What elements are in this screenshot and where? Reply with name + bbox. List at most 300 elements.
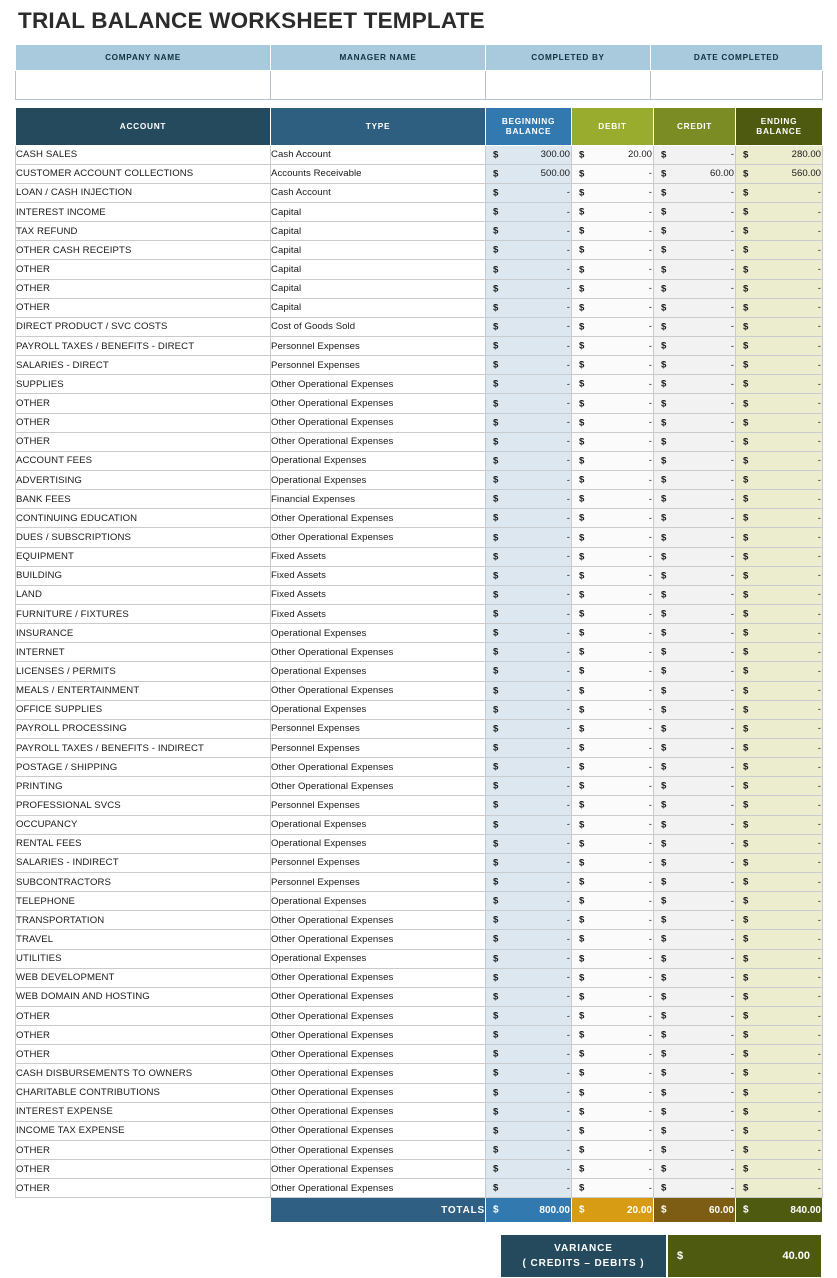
cell-debit[interactable]: [572, 1026, 654, 1045]
cell-debit[interactable]: [572, 949, 654, 968]
cell-type[interactable]: Other Operational Expenses: [271, 1140, 486, 1159]
cell-ending-balance[interactable]: [736, 1140, 823, 1159]
cell-credit[interactable]: [654, 375, 736, 394]
cell-account[interactable]: PAYROLL TAXES / BENEFITS - DIRECT: [16, 337, 271, 356]
cell-beginning-balance[interactable]: [486, 413, 572, 432]
cell-beginning-balance[interactable]: [486, 1102, 572, 1121]
cell-account[interactable]: OTHER: [16, 1160, 271, 1179]
cell-type[interactable]: Other Operational Expenses: [271, 1045, 486, 1064]
cell-type[interactable]: Personnel Expenses: [271, 337, 486, 356]
cell-type[interactable]: Personnel Expenses: [271, 738, 486, 757]
cell-type[interactable]: Operational Expenses: [271, 451, 486, 470]
cell-type[interactable]: Other Operational Expenses: [271, 1026, 486, 1045]
cell-type[interactable]: Cash Account: [271, 145, 486, 164]
cell-ending-balance[interactable]: [736, 719, 823, 738]
cell-credit[interactable]: [654, 930, 736, 949]
cell-account[interactable]: INSURANCE: [16, 624, 271, 643]
cell-ending-balance[interactable]: [736, 853, 823, 872]
cell-debit[interactable]: [572, 853, 654, 872]
cell-beginning-balance[interactable]: [486, 777, 572, 796]
cell-debit[interactable]: [572, 738, 654, 757]
cell-type[interactable]: Operational Expenses: [271, 471, 486, 490]
cell-beginning-balance[interactable]: [486, 547, 572, 566]
cell-ending-balance[interactable]: [736, 203, 823, 222]
cell-credit[interactable]: [654, 203, 736, 222]
cell-type[interactable]: Operational Expenses: [271, 624, 486, 643]
cell-ending-balance[interactable]: [736, 298, 823, 317]
cell-credit[interactable]: [654, 222, 736, 241]
cell-credit[interactable]: [654, 1179, 736, 1198]
cell-debit[interactable]: [572, 432, 654, 451]
cell-beginning-balance[interactable]: [486, 260, 572, 279]
cell-ending-balance[interactable]: [736, 815, 823, 834]
cell-account[interactable]: TRANSPORTATION: [16, 911, 271, 930]
cell-credit[interactable]: [654, 949, 736, 968]
cell-ending-balance[interactable]: [736, 471, 823, 490]
cell-credit[interactable]: [654, 317, 736, 336]
cell-credit[interactable]: [654, 911, 736, 930]
cell-account[interactable]: OTHER: [16, 432, 271, 451]
cell-beginning-balance[interactable]: [486, 298, 572, 317]
cell-account[interactable]: OTHER: [16, 1006, 271, 1025]
cell-ending-balance[interactable]: [736, 432, 823, 451]
cell-debit[interactable]: [572, 987, 654, 1006]
cell-type[interactable]: Financial Expenses: [271, 490, 486, 509]
cell-credit[interactable]: [654, 815, 736, 834]
cell-debit[interactable]: [572, 471, 654, 490]
cell-account[interactable]: OTHER: [16, 260, 271, 279]
cell-debit[interactable]: [572, 968, 654, 987]
cell-beginning-balance[interactable]: [486, 585, 572, 604]
cell-type[interactable]: Fixed Assets: [271, 585, 486, 604]
cell-type[interactable]: Other Operational Expenses: [271, 509, 486, 528]
cell-credit[interactable]: [654, 1045, 736, 1064]
cell-ending-balance[interactable]: [736, 566, 823, 585]
cell-credit[interactable]: [654, 1140, 736, 1159]
cell-beginning-balance[interactable]: [486, 203, 572, 222]
cell-credit[interactable]: [654, 547, 736, 566]
cell-credit[interactable]: [654, 145, 736, 164]
cell-beginning-balance[interactable]: [486, 681, 572, 700]
cell-beginning-balance[interactable]: [486, 222, 572, 241]
cell-type[interactable]: Personnel Expenses: [271, 872, 486, 891]
cell-debit[interactable]: [572, 700, 654, 719]
cell-credit[interactable]: [654, 1102, 736, 1121]
cell-type[interactable]: Other Operational Expenses: [271, 1121, 486, 1140]
cell-beginning-balance[interactable]: [486, 1160, 572, 1179]
cell-account[interactable]: EQUIPMENT: [16, 547, 271, 566]
cell-beginning-balance[interactable]: [486, 738, 572, 757]
cell-beginning-balance[interactable]: [486, 949, 572, 968]
column-header-debit[interactable]: DEBIT: [572, 107, 654, 145]
cell-type[interactable]: Operational Expenses: [271, 949, 486, 968]
cell-account[interactable]: WEB DOMAIN AND HOSTING: [16, 987, 271, 1006]
cell-ending-balance[interactable]: [736, 872, 823, 891]
cell-type[interactable]: Operational Expenses: [271, 662, 486, 681]
cell-account[interactable]: OTHER: [16, 1179, 271, 1198]
cell-beginning-balance[interactable]: [486, 356, 572, 375]
cell-ending-balance[interactable]: [736, 911, 823, 930]
cell-beginning-balance[interactable]: [486, 987, 572, 1006]
cell-ending-balance[interactable]: [736, 968, 823, 987]
cell-ending-balance[interactable]: [736, 796, 823, 815]
cell-beginning-balance[interactable]: [486, 930, 572, 949]
cell-ending-balance[interactable]: [736, 394, 823, 413]
cell-account[interactable]: SUPPLIES: [16, 375, 271, 394]
cell-type[interactable]: Operational Expenses: [271, 700, 486, 719]
cell-account[interactable]: ACCOUNT FEES: [16, 451, 271, 470]
cell-account[interactable]: INTEREST INCOME: [16, 203, 271, 222]
column-header-credit[interactable]: CREDIT: [654, 107, 736, 145]
cell-beginning-balance[interactable]: [486, 605, 572, 624]
cell-credit[interactable]: [654, 432, 736, 451]
cell-debit[interactable]: [572, 624, 654, 643]
cell-ending-balance[interactable]: [736, 1026, 823, 1045]
cell-account[interactable]: INTEREST EXPENSE: [16, 1102, 271, 1121]
cell-credit[interactable]: [654, 566, 736, 585]
cell-account[interactable]: CUSTOMER ACCOUNT COLLECTIONS: [16, 164, 271, 183]
cell-credit[interactable]: [654, 1160, 736, 1179]
cell-account[interactable]: CONTINUING EDUCATION: [16, 509, 271, 528]
cell-beginning-balance[interactable]: [486, 164, 572, 183]
cell-type[interactable]: Operational Expenses: [271, 892, 486, 911]
cell-beginning-balance[interactable]: [486, 1179, 572, 1198]
column-header-beginning-balance[interactable]: BEGINNING BALANCE: [486, 107, 572, 145]
cell-debit[interactable]: [572, 872, 654, 891]
cell-credit[interactable]: [654, 892, 736, 911]
cell-account[interactable]: CASH DISBURSEMENTS TO OWNERS: [16, 1064, 271, 1083]
cell-type[interactable]: Other Operational Expenses: [271, 394, 486, 413]
cell-beginning-balance[interactable]: [486, 853, 572, 872]
cell-account[interactable]: BANK FEES: [16, 490, 271, 509]
cell-debit[interactable]: [572, 1045, 654, 1064]
cell-beginning-balance[interactable]: [486, 700, 572, 719]
cell-ending-balance[interactable]: [736, 758, 823, 777]
cell-beginning-balance[interactable]: [486, 279, 572, 298]
cell-ending-balance[interactable]: [736, 528, 823, 547]
cell-beginning-balance[interactable]: [486, 471, 572, 490]
cell-beginning-balance[interactable]: [486, 337, 572, 356]
cell-ending-balance[interactable]: [736, 222, 823, 241]
cell-debit[interactable]: [572, 509, 654, 528]
cell-ending-balance[interactable]: [736, 738, 823, 757]
cell-account[interactable]: OTHER: [16, 298, 271, 317]
cell-ending-balance[interactable]: [736, 1083, 823, 1102]
cell-ending-balance[interactable]: [736, 1006, 823, 1025]
cell-type[interactable]: Capital: [271, 241, 486, 260]
cell-credit[interactable]: [654, 528, 736, 547]
date-completed-input[interactable]: [651, 70, 823, 99]
cell-ending-balance[interactable]: [736, 451, 823, 470]
company-name-input[interactable]: [16, 70, 271, 99]
cell-debit[interactable]: [572, 777, 654, 796]
cell-type[interactable]: Other Operational Expenses: [271, 375, 486, 394]
cell-debit[interactable]: [572, 1121, 654, 1140]
cell-beginning-balance[interactable]: [486, 911, 572, 930]
cell-ending-balance[interactable]: [736, 164, 823, 183]
cell-account[interactable]: POSTAGE / SHIPPING: [16, 758, 271, 777]
cell-ending-balance[interactable]: [736, 624, 823, 643]
cell-type[interactable]: Other Operational Expenses: [271, 911, 486, 930]
cell-credit[interactable]: [654, 490, 736, 509]
cell-credit[interactable]: [654, 585, 736, 604]
manager-name-input[interactable]: [271, 70, 486, 99]
cell-debit[interactable]: [572, 930, 654, 949]
cell-ending-balance[interactable]: [736, 700, 823, 719]
cell-account[interactable]: LAND: [16, 585, 271, 604]
cell-account[interactable]: DIRECT PRODUCT / SVC COSTS: [16, 317, 271, 336]
cell-account[interactable]: TAX REFUND: [16, 222, 271, 241]
cell-account[interactable]: WEB DEVELOPMENT: [16, 968, 271, 987]
cell-ending-balance[interactable]: [736, 930, 823, 949]
cell-credit[interactable]: [654, 662, 736, 681]
cell-debit[interactable]: [572, 566, 654, 585]
cell-credit[interactable]: [654, 853, 736, 872]
cell-credit[interactable]: [654, 681, 736, 700]
cell-credit[interactable]: [654, 777, 736, 796]
cell-debit[interactable]: [572, 317, 654, 336]
cell-beginning-balance[interactable]: [486, 834, 572, 853]
cell-debit[interactable]: [572, 1064, 654, 1083]
cell-account[interactable]: OTHER: [16, 1140, 271, 1159]
cell-ending-balance[interactable]: [736, 413, 823, 432]
cell-account[interactable]: SALARIES - INDIRECT: [16, 853, 271, 872]
cell-debit[interactable]: [572, 298, 654, 317]
cell-ending-balance[interactable]: [736, 317, 823, 336]
cell-type[interactable]: Other Operational Expenses: [271, 758, 486, 777]
cell-beginning-balance[interactable]: [486, 624, 572, 643]
cell-ending-balance[interactable]: [736, 949, 823, 968]
cell-type[interactable]: Other Operational Expenses: [271, 1006, 486, 1025]
cell-ending-balance[interactable]: [736, 145, 823, 164]
cell-type[interactable]: Other Operational Expenses: [271, 681, 486, 700]
cell-beginning-balance[interactable]: [486, 375, 572, 394]
cell-debit[interactable]: [572, 413, 654, 432]
cell-type[interactable]: Other Operational Expenses: [271, 987, 486, 1006]
cell-beginning-balance[interactable]: [486, 815, 572, 834]
cell-credit[interactable]: [654, 241, 736, 260]
cell-account[interactable]: OFFICE SUPPLIES: [16, 700, 271, 719]
cell-account[interactable]: PRINTING: [16, 777, 271, 796]
cell-type[interactable]: Personnel Expenses: [271, 853, 486, 872]
cell-account[interactable]: UTILITIES: [16, 949, 271, 968]
cell-beginning-balance[interactable]: [486, 432, 572, 451]
cell-type[interactable]: Fixed Assets: [271, 605, 486, 624]
cell-debit[interactable]: [572, 911, 654, 930]
cell-debit[interactable]: [572, 451, 654, 470]
cell-ending-balance[interactable]: [736, 547, 823, 566]
cell-type[interactable]: Other Operational Expenses: [271, 643, 486, 662]
cell-debit[interactable]: [572, 337, 654, 356]
cell-credit[interactable]: [654, 471, 736, 490]
cell-credit[interactable]: [654, 337, 736, 356]
cell-credit[interactable]: [654, 968, 736, 987]
cell-debit[interactable]: [572, 719, 654, 738]
cell-beginning-balance[interactable]: [486, 509, 572, 528]
cell-debit[interactable]: [572, 605, 654, 624]
cell-beginning-balance[interactable]: [486, 183, 572, 202]
cell-credit[interactable]: [654, 451, 736, 470]
cell-credit[interactable]: [654, 509, 736, 528]
cell-credit[interactable]: [654, 700, 736, 719]
cell-debit[interactable]: [572, 203, 654, 222]
cell-credit[interactable]: [654, 1026, 736, 1045]
column-header-account[interactable]: ACCOUNT: [16, 107, 271, 145]
cell-account[interactable]: ADVERTISING: [16, 471, 271, 490]
cell-debit[interactable]: [572, 796, 654, 815]
cell-account[interactable]: OTHER CASH RECEIPTS: [16, 241, 271, 260]
cell-account[interactable]: CHARITABLE CONTRIBUTIONS: [16, 1083, 271, 1102]
cell-debit[interactable]: [572, 356, 654, 375]
cell-beginning-balance[interactable]: [486, 968, 572, 987]
cell-ending-balance[interactable]: [736, 1160, 823, 1179]
cell-account[interactable]: PAYROLL PROCESSING: [16, 719, 271, 738]
cell-debit[interactable]: [572, 164, 654, 183]
cell-type[interactable]: Other Operational Expenses: [271, 432, 486, 451]
cell-credit[interactable]: [654, 1006, 736, 1025]
cell-debit[interactable]: [572, 892, 654, 911]
cell-type[interactable]: Other Operational Expenses: [271, 413, 486, 432]
cell-type[interactable]: Other Operational Expenses: [271, 968, 486, 987]
cell-ending-balance[interactable]: [736, 643, 823, 662]
cell-credit[interactable]: [654, 279, 736, 298]
cell-debit[interactable]: [572, 1102, 654, 1121]
cell-account[interactable]: SUBCONTRACTORS: [16, 872, 271, 891]
cell-account[interactable]: OTHER: [16, 1045, 271, 1064]
cell-account[interactable]: OTHER: [16, 279, 271, 298]
cell-type[interactable]: Personnel Expenses: [271, 796, 486, 815]
cell-ending-balance[interactable]: [736, 605, 823, 624]
cell-debit[interactable]: [572, 394, 654, 413]
cell-beginning-balance[interactable]: [486, 528, 572, 547]
cell-type[interactable]: Other Operational Expenses: [271, 930, 486, 949]
cell-account[interactable]: TELEPHONE: [16, 892, 271, 911]
cell-type[interactable]: Capital: [271, 298, 486, 317]
cell-beginning-balance[interactable]: [486, 1083, 572, 1102]
cell-credit[interactable]: [654, 796, 736, 815]
cell-credit[interactable]: [654, 413, 736, 432]
cell-ending-balance[interactable]: [736, 1121, 823, 1140]
cell-type[interactable]: Capital: [271, 260, 486, 279]
cell-type[interactable]: Other Operational Expenses: [271, 1064, 486, 1083]
cell-beginning-balance[interactable]: [486, 317, 572, 336]
cell-credit[interactable]: [654, 624, 736, 643]
cell-beginning-balance[interactable]: [486, 1045, 572, 1064]
cell-type[interactable]: Capital: [271, 279, 486, 298]
cell-ending-balance[interactable]: [736, 241, 823, 260]
cell-debit[interactable]: [572, 375, 654, 394]
cell-ending-balance[interactable]: [736, 509, 823, 528]
cell-beginning-balance[interactable]: [486, 490, 572, 509]
cell-beginning-balance[interactable]: [486, 892, 572, 911]
cell-ending-balance[interactable]: [736, 892, 823, 911]
cell-type[interactable]: Fixed Assets: [271, 566, 486, 585]
cell-ending-balance[interactable]: [736, 585, 823, 604]
cell-type[interactable]: Other Operational Expenses: [271, 1083, 486, 1102]
cell-ending-balance[interactable]: [736, 279, 823, 298]
cell-type[interactable]: Operational Expenses: [271, 834, 486, 853]
cell-debit[interactable]: [572, 815, 654, 834]
cell-account[interactable]: INCOME TAX EXPENSE: [16, 1121, 271, 1140]
cell-ending-balance[interactable]: [736, 1064, 823, 1083]
cell-debit[interactable]: [572, 241, 654, 260]
cell-account[interactable]: BUILDING: [16, 566, 271, 585]
cell-debit[interactable]: [572, 662, 654, 681]
cell-debit[interactable]: [572, 758, 654, 777]
cell-credit[interactable]: [654, 738, 736, 757]
cell-account[interactable]: DUES / SUBSCRIPTIONS: [16, 528, 271, 547]
cell-ending-balance[interactable]: [736, 1179, 823, 1198]
cell-beginning-balance[interactable]: [486, 145, 572, 164]
cell-beginning-balance[interactable]: [486, 1064, 572, 1083]
cell-account[interactable]: MEALS / ENTERTAINMENT: [16, 681, 271, 700]
cell-type[interactable]: Accounts Receivable: [271, 164, 486, 183]
cell-account[interactable]: OTHER: [16, 1026, 271, 1045]
cell-ending-balance[interactable]: [736, 490, 823, 509]
cell-debit[interactable]: [572, 490, 654, 509]
cell-ending-balance[interactable]: [736, 834, 823, 853]
cell-debit[interactable]: [572, 1006, 654, 1025]
cell-credit[interactable]: [654, 605, 736, 624]
cell-beginning-balance[interactable]: [486, 241, 572, 260]
cell-account[interactable]: PROFESSIONAL SVCS: [16, 796, 271, 815]
cell-type[interactable]: Personnel Expenses: [271, 356, 486, 375]
column-header-type[interactable]: TYPE: [271, 107, 486, 145]
cell-debit[interactable]: [572, 834, 654, 853]
cell-ending-balance[interactable]: [736, 777, 823, 796]
cell-account[interactable]: LOAN / CASH INJECTION: [16, 183, 271, 202]
cell-account[interactable]: PAYROLL TAXES / BENEFITS - INDIRECT: [16, 738, 271, 757]
cell-beginning-balance[interactable]: [486, 1140, 572, 1159]
cell-credit[interactable]: [654, 260, 736, 279]
cell-credit[interactable]: [654, 1083, 736, 1102]
cell-ending-balance[interactable]: [736, 662, 823, 681]
cell-debit[interactable]: [572, 528, 654, 547]
cell-beginning-balance[interactable]: [486, 566, 572, 585]
cell-type[interactable]: Other Operational Expenses: [271, 528, 486, 547]
cell-type[interactable]: Other Operational Expenses: [271, 1160, 486, 1179]
cell-debit[interactable]: [572, 547, 654, 566]
cell-type[interactable]: Operational Expenses: [271, 815, 486, 834]
cell-debit[interactable]: [572, 681, 654, 700]
cell-credit[interactable]: [654, 394, 736, 413]
cell-credit[interactable]: [654, 356, 736, 375]
cell-credit[interactable]: [654, 1064, 736, 1083]
cell-type[interactable]: Fixed Assets: [271, 547, 486, 566]
cell-beginning-balance[interactable]: [486, 796, 572, 815]
cell-ending-balance[interactable]: [736, 260, 823, 279]
cell-account[interactable]: LICENSES / PERMITS: [16, 662, 271, 681]
cell-beginning-balance[interactable]: [486, 394, 572, 413]
cell-credit[interactable]: [654, 164, 736, 183]
cell-debit[interactable]: [572, 1083, 654, 1102]
cell-type[interactable]: Other Operational Expenses: [271, 1179, 486, 1198]
cell-type[interactable]: Cost of Goods Sold: [271, 317, 486, 336]
cell-ending-balance[interactable]: [736, 1102, 823, 1121]
cell-account[interactable]: INTERNET: [16, 643, 271, 662]
cell-type[interactable]: Cash Account: [271, 183, 486, 202]
cell-credit[interactable]: [654, 872, 736, 891]
cell-credit[interactable]: [654, 719, 736, 738]
cell-debit[interactable]: [572, 643, 654, 662]
cell-beginning-balance[interactable]: [486, 1121, 572, 1140]
cell-ending-balance[interactable]: [736, 375, 823, 394]
cell-beginning-balance[interactable]: [486, 451, 572, 470]
cell-beginning-balance[interactable]: [486, 1006, 572, 1025]
cell-debit[interactable]: [572, 145, 654, 164]
cell-debit[interactable]: [572, 1140, 654, 1159]
column-header-ending-balance[interactable]: ENDING BALANCE: [736, 107, 823, 145]
